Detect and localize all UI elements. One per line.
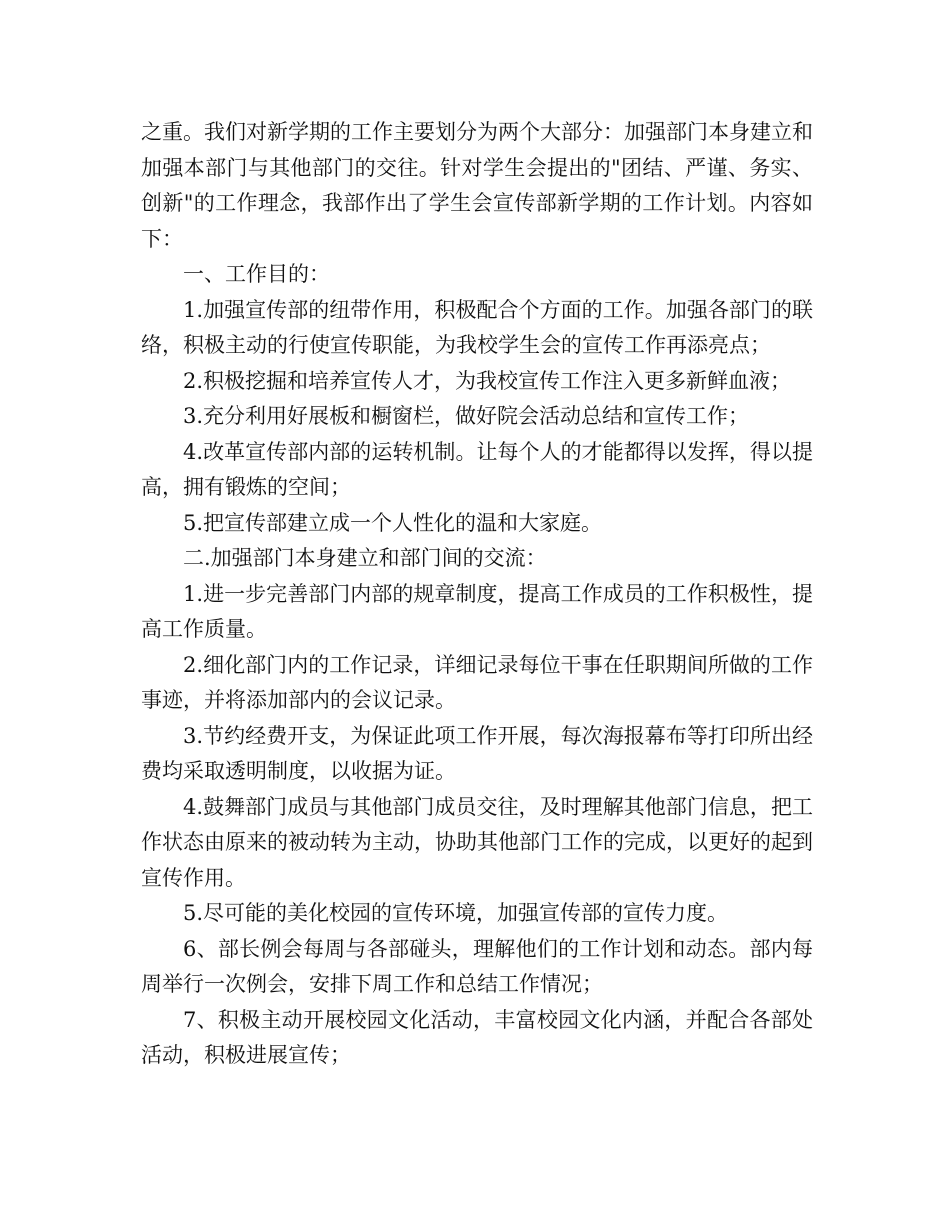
communication-item-6: 6、部长例会每周与各部碰头，理解他们的工作计划和动态。部内每周举行一次例会，安排下周工作和总结工作情况； [141, 936, 813, 996]
communication-item-5: 5.尽可能的美化校园的宣传环境，加强宣传部的宣传力度。 [183, 901, 729, 925]
communication-item-4: 4.鼓舞部门成员与其他部门成员交往，及时理解其他部门信息，把工作状态由原来的被动转为主动，协助其他部门工作的完成，以更好的起到宣传作用。 [141, 794, 813, 890]
goal-item-3: 3.充分利用好展板和橱窗栏，做好院会活动总结和宣传工作； [183, 404, 750, 428]
goal-item-1: 1.加强宣传部的纽带作用，积极配合个方面的工作。加强各部门的联络，积极主动的行使宣传职能，为我校学生会的宣传工作再添亮点； [141, 297, 813, 357]
goal-item-4: 4.改革宣传部内部的运转机制。让每个人的才能都得以发挥，得以提高，拥有锻炼的空间； [141, 439, 813, 499]
section-heading-communication: 二.加强部门本身建立和部门间的交流： [183, 546, 547, 570]
section-heading-goals: 一、工作目的： [183, 262, 330, 286]
goal-item-2: 2.积极挖掘和培养宣传人才，为我校宣传工作注入更多新鲜血液； [183, 368, 792, 393]
communication-item-7: 7、积极主动开展校园文化活动，丰富校园文化内涵，并配合各部处活动，积极进展宣传； [141, 1007, 813, 1067]
communication-item-1: 1.进一步完善部门内部的规章制度，提高工作成员的工作积极性，提高工作质量。 [141, 581, 813, 641]
document-body [141, 115, 813, 1074]
communication-item-2: 2.细化部门内的工作记录，详细记录每位干事在任职期间所做的工作事迹，并将添加部内的会议记录。 [141, 652, 813, 712]
paragraph-intro: 之重。我们对新学期的工作主要划分为两个大部分：加强部门本身建立和加强本部门与其他部门的交往。针对学生会提出的"团结、严谨、务实、创新"的工作理念，我部作出了学生会宣传部新学期的工作计划。内容如下： [141, 120, 813, 251]
communication-item-3: 3.节约经费开支，为保证此项工作开展，每次海报幕布等打印所出经费均采取透明制度，以收据为证。 [141, 723, 813, 783]
goal-item-5: 5.把宣传部建立成一个人性化的温和大家庭。 [183, 510, 603, 535]
